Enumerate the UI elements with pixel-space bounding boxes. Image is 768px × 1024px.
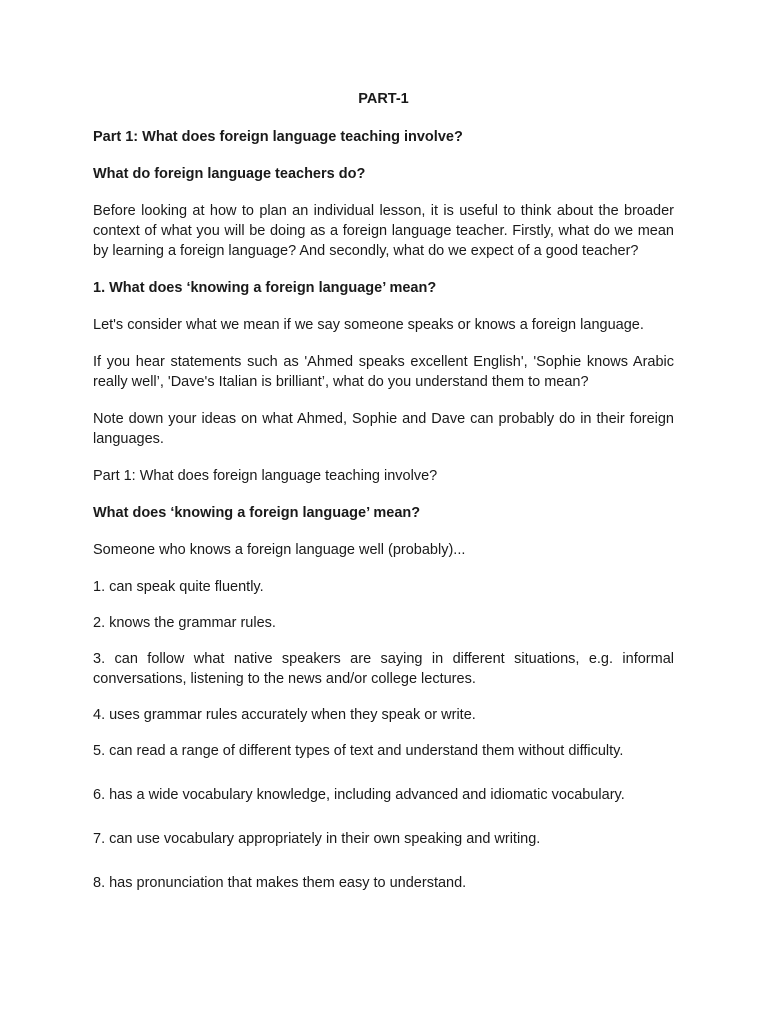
list-item: 5. can read a range of different types of text and understand them without difficulty. — [93, 743, 624, 759]
ability-list — [93, 577, 674, 893]
list-item: 7. can use vocabulary appropriately in their own speaking and writing. — [93, 831, 541, 847]
intro-paragraph: Before looking at how to plan an individual lesson, it is useful to think about the broader context of what you will be doing as a foreign language teacher. Firstly, what do we mean by learning a foreign language? And secondly, what do we expect of a good teacher? — [93, 203, 674, 259]
subheading: What do foreign language teachers do? — [93, 166, 366, 182]
part-title: Part 1: What does foreign language teaching involve? — [93, 129, 463, 145]
section-heading: 1. What does ‘knowing a foreign language’ mean? — [93, 280, 437, 296]
part-title-repeat: Part 1: What does foreign language teaching involve? — [93, 468, 438, 484]
consider-paragraph: Let's consider what we mean if we say someone speaks or knows a foreign language. — [93, 317, 644, 333]
page-heading: PART-1 — [358, 91, 409, 107]
list-item: 1. can speak quite fluently. — [93, 579, 264, 595]
document-body — [93, 90, 674, 909]
list-item: 8. has pronunciation that makes them easy to understand. — [93, 875, 467, 891]
list-intro: Someone who knows a foreign language well (probably)... — [93, 542, 466, 558]
note-paragraph: Note down your ideas on what Ahmed, Sophie and Dave can probably do in their foreign languages. — [93, 411, 674, 447]
section-heading-repeat: What does ‘knowing a foreign language’ mean? — [93, 505, 421, 521]
statements-paragraph: If you hear statements such as 'Ahmed speaks excellent English', 'Sophie knows Arabic really well’, 'Dave's Italian is brilliant’, what do you understand them to mean? — [93, 354, 674, 390]
list-item: 2. knows the grammar rules. — [93, 615, 276, 631]
list-item: 3. can follow what native speakers are saying in different situations, e.g. informal conversations, listening to the news and/or college lectures. — [93, 651, 674, 687]
list-item: 4. uses grammar rules accurately when they speak or write. — [93, 707, 476, 723]
list-item: 6. has a wide vocabulary knowledge, including advanced and idiomatic vocabulary. — [93, 787, 625, 803]
